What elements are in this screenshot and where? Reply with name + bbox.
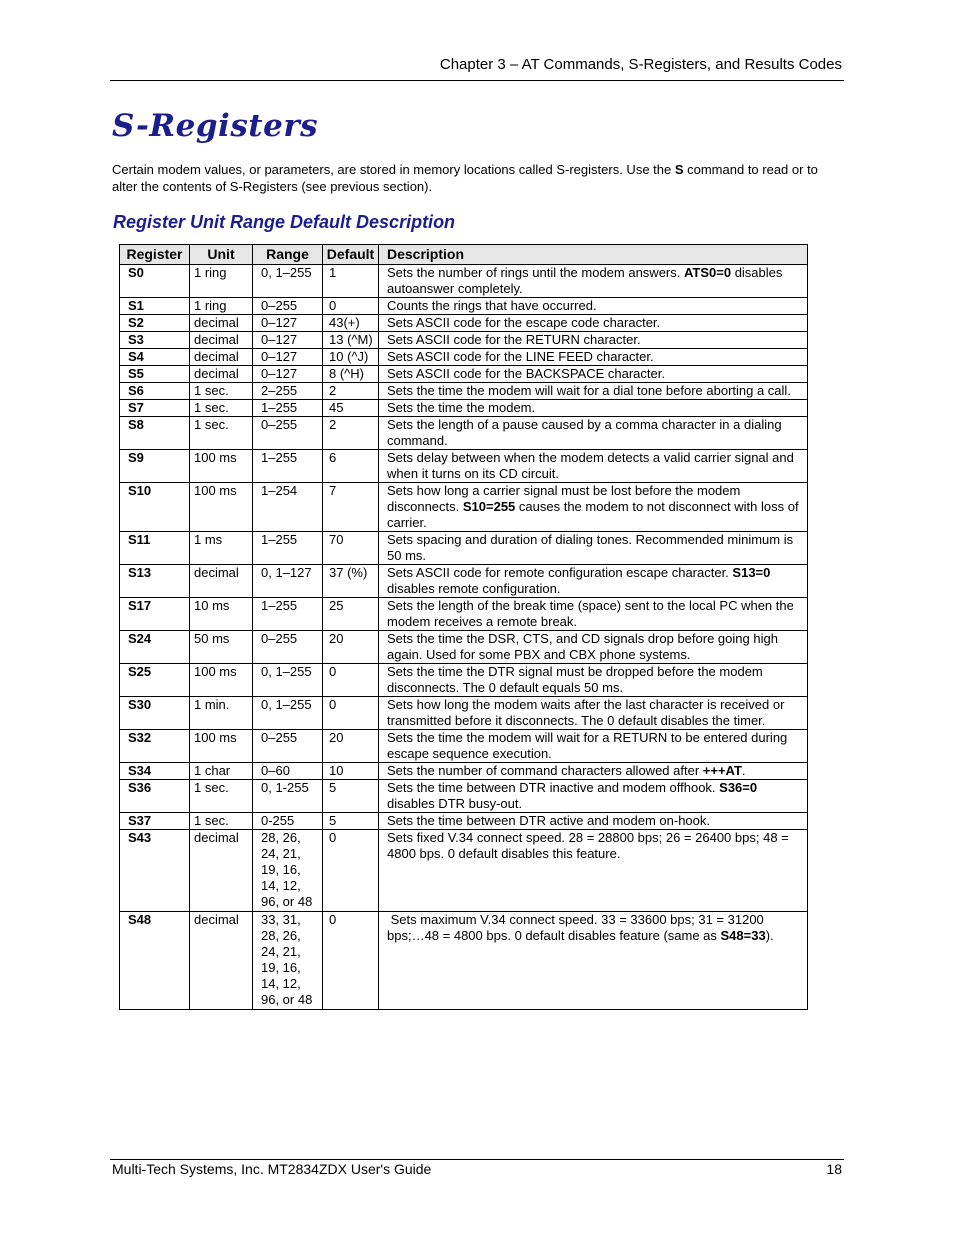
description-cell: Sets the time the modem. — [379, 400, 808, 417]
table-body — [120, 265, 808, 1010]
description-cell: Sets spacing and duration of dialing tones. Recommended minimum is 50 ms. — [379, 532, 808, 565]
default-cell: 20 — [323, 730, 379, 763]
table-row — [120, 631, 808, 664]
s-registers-table — [119, 244, 808, 1010]
description-cell: Sets the time the modem will wait for a dial tone before aborting a call. — [379, 383, 808, 400]
footer-doc-title: Multi-Tech Systems, Inc. MT2834ZDX User's Guide — [112, 1161, 432, 1177]
unit-cell: 50 ms — [190, 631, 253, 664]
default-cell: 10 — [323, 763, 379, 780]
description-cell: Sets ASCII code for the LINE FEED character. — [379, 349, 808, 366]
range-cell: 0–127 — [253, 349, 323, 366]
unit-cell: 10 ms — [190, 598, 253, 631]
page-number: 18 — [826, 1161, 842, 1177]
range-cell: 1–255 — [253, 532, 323, 565]
unit-cell: decimal — [190, 830, 253, 912]
range-cell: 0, 1–255 — [253, 664, 323, 697]
description-cell: Sets ASCII code for the escape code character. — [379, 315, 808, 332]
description-cell: Sets the length of the break time (space) sent to the local PC when the modem receives a remote break. — [379, 598, 808, 631]
unit-cell: 1 ring — [190, 298, 253, 315]
register-cell: S4 — [120, 349, 190, 366]
table-row — [120, 532, 808, 565]
unit-cell: 100 ms — [190, 664, 253, 697]
unit-cell: decimal — [190, 366, 253, 383]
table-row — [120, 912, 808, 1010]
default-cell: 13 (^M) — [323, 332, 379, 349]
register-cell: S0 — [120, 265, 190, 298]
register-cell: S6 — [120, 383, 190, 400]
register-cell: S3 — [120, 332, 190, 349]
description-cell: Sets maximum V.34 connect speed. 33 = 33600 bps; 31 = 31200 bps;…48 = 4800 bps. 0 default disables feature (same as S48=33). — [379, 912, 808, 1010]
range-cell: 0–255 — [253, 730, 323, 763]
table-row — [120, 383, 808, 400]
intro-text-before: Certain modem values, or parameters, are stored in memory locations called S-registers. Use the — [112, 162, 675, 177]
register-cell: S32 — [120, 730, 190, 763]
default-cell: 2 — [323, 417, 379, 450]
description-cell: Sets how long a carrier signal must be lost before the modem disconnects. S10=255 causes the modem to not disconnect with loss of carrier. — [379, 483, 808, 532]
unit-cell: 100 ms — [190, 483, 253, 532]
description-cell: Sets the number of rings until the modem answers. ATS0=0 disables autoanswer completely. — [379, 265, 808, 298]
range-cell: 1–254 — [253, 483, 323, 532]
description-cell: Counts the rings that have occurred. — [379, 298, 808, 315]
table-row — [120, 332, 808, 349]
register-cell: S8 — [120, 417, 190, 450]
range-cell: 0–255 — [253, 631, 323, 664]
table-row — [120, 315, 808, 332]
register-cell: S34 — [120, 763, 190, 780]
register-cell: S7 — [120, 400, 190, 417]
description-cell: Sets delay between when the modem detects a valid carrier signal and when it turns on its CD circuit. — [379, 450, 808, 483]
range-cell: 33, 31, 28, 26, 24, 21, 19, 16, 14, 12, 96, or 48 — [253, 912, 323, 1010]
unit-cell: 1 ring — [190, 265, 253, 298]
unit-cell: 1 sec. — [190, 383, 253, 400]
intro-paragraph — [112, 161, 832, 195]
footer-divider — [110, 1159, 844, 1160]
chapter-header: Chapter 3 – AT Commands, S-Registers, and Results Codes — [439, 56, 842, 73]
unit-cell: decimal — [190, 912, 253, 1010]
range-cell: 0–60 — [253, 763, 323, 780]
table-row — [120, 265, 808, 298]
table-row — [120, 400, 808, 417]
register-cell: S1 — [120, 298, 190, 315]
table-row — [120, 813, 808, 830]
range-cell: 28, 26, 24, 21, 19, 16, 14, 12, 96, or 48 — [253, 830, 323, 912]
unit-cell: 1 char — [190, 763, 253, 780]
register-cell: S13 — [120, 565, 190, 598]
default-cell: 70 — [323, 532, 379, 565]
register-cell: S30 — [120, 697, 190, 730]
range-cell: 0–127 — [253, 315, 323, 332]
range-cell: 0, 1–255 — [253, 697, 323, 730]
page-title: S-Registers — [112, 108, 319, 144]
register-cell: S24 — [120, 631, 190, 664]
section-heading: Register Unit Range Default Description — [113, 212, 456, 232]
range-cell: 0–255 — [253, 298, 323, 315]
unit-cell: 1 min. — [190, 697, 253, 730]
register-cell: S10 — [120, 483, 190, 532]
intro-command-s: S — [674, 162, 684, 177]
description-cell: Sets ASCII code for the RETURN character. — [379, 332, 808, 349]
range-cell: 1–255 — [253, 400, 323, 417]
default-cell: 25 — [323, 598, 379, 631]
register-cell: S11 — [120, 532, 190, 565]
description-cell: Sets how long the modem waits after the last character is received or transmitted before it disconnects. The 0 default disables the timer. — [379, 697, 808, 730]
register-cell: S5 — [120, 366, 190, 383]
default-cell: 37 (%) — [323, 565, 379, 598]
description-cell: Sets fixed V.34 connect speed. 28 = 28800 bps; 26 = 26400 bps; 48 = 4800 bps. 0 default disables this feature. — [379, 830, 808, 912]
table-row — [120, 598, 808, 631]
table-row — [120, 763, 808, 780]
default-cell: 5 — [323, 813, 379, 830]
table-row — [120, 780, 808, 813]
table-row — [120, 483, 808, 532]
unit-cell: 1 sec. — [190, 400, 253, 417]
table-row — [120, 349, 808, 366]
table-row — [120, 830, 808, 912]
description-cell: Sets the time between DTR active and modem on-hook. — [379, 813, 808, 830]
header-divider — [110, 80, 844, 81]
description-cell: Sets the time the DTR signal must be dropped before the modem disconnects. The 0 default equals 50 ms. — [379, 664, 808, 697]
default-cell: 8 (^H) — [323, 366, 379, 383]
default-cell: 45 — [323, 400, 379, 417]
unit-cell: 100 ms — [190, 450, 253, 483]
unit-cell: 1 sec. — [190, 780, 253, 813]
range-cell: 0, 1-255 — [253, 780, 323, 813]
unit-cell: 1 sec. — [190, 813, 253, 830]
range-cell: 1–255 — [253, 598, 323, 631]
default-cell: 10 (^J) — [323, 349, 379, 366]
unit-cell: 1 ms — [190, 532, 253, 565]
table-row — [120, 366, 808, 383]
range-cell: 0, 1–127 — [253, 565, 323, 598]
range-cell: 0–127 — [253, 366, 323, 383]
unit-cell: decimal — [190, 315, 253, 332]
default-cell: 7 — [323, 483, 379, 532]
description-cell: Sets the time between DTR inactive and modem offhook. S36=0 disables DTR busy-out. — [379, 780, 808, 813]
description-cell: Sets the number of command characters allowed after +++AT. — [379, 763, 808, 780]
register-cell: S43 — [120, 830, 190, 912]
description-cell: Sets the time the modem will wait for a RETURN to be entered during escape sequence execution. — [379, 730, 808, 763]
default-cell: 0 — [323, 830, 379, 912]
range-cell: 0–127 — [253, 332, 323, 349]
default-cell: 0 — [323, 697, 379, 730]
default-cell: 1 — [323, 265, 379, 298]
register-cell: S48 — [120, 912, 190, 1010]
range-cell: 2–255 — [253, 383, 323, 400]
default-cell: 0 — [323, 664, 379, 697]
range-cell: 0–255 — [253, 417, 323, 450]
register-cell: S36 — [120, 780, 190, 813]
table-row — [120, 417, 808, 450]
table-row — [120, 664, 808, 697]
table-row — [120, 298, 808, 315]
description-cell: Sets ASCII code for the BACKSPACE character. — [379, 366, 808, 383]
range-cell: 1–255 — [253, 450, 323, 483]
default-cell: 43(+) — [323, 315, 379, 332]
range-cell: 0-255 — [253, 813, 323, 830]
table-row — [120, 730, 808, 763]
default-cell: 0 — [323, 298, 379, 315]
column-header-register: Register — [120, 245, 190, 265]
table-row — [120, 450, 808, 483]
description-cell: Sets the length of a pause caused by a comma character in a dialing command. — [379, 417, 808, 450]
unit-cell: decimal — [190, 565, 253, 598]
default-cell: 0 — [323, 912, 379, 1010]
register-cell: S37 — [120, 813, 190, 830]
register-cell: S17 — [120, 598, 190, 631]
unit-cell: 1 sec. — [190, 417, 253, 450]
range-cell: 0, 1–255 — [253, 265, 323, 298]
table-row — [120, 697, 808, 730]
unit-cell: decimal — [190, 349, 253, 366]
unit-cell: decimal — [190, 332, 253, 349]
description-cell: Sets the time the DSR, CTS, and CD signals drop before going high again. Used for some PBX and CBX phone systems. — [379, 631, 808, 664]
default-cell: 6 — [323, 450, 379, 483]
table-row — [120, 565, 808, 598]
register-cell: S9 — [120, 450, 190, 483]
register-cell: S2 — [120, 315, 190, 332]
table-header-row — [120, 245, 808, 265]
column-header-description: Description — [379, 245, 808, 265]
column-header-range: Range — [253, 245, 323, 265]
default-cell: 5 — [323, 780, 379, 813]
intro-text-after: command to read or to alter the contents of S-Registers (see previous section). — [112, 162, 818, 194]
default-cell: 20 — [323, 631, 379, 664]
register-cell: S25 — [120, 664, 190, 697]
description-cell: Sets ASCII code for remote configuration escape character. S13=0 disables remote configuration. — [379, 565, 808, 598]
unit-cell: 100 ms — [190, 730, 253, 763]
column-header-unit: Unit — [190, 245, 253, 265]
column-header-default: Default — [323, 245, 379, 265]
default-cell: 2 — [323, 383, 379, 400]
